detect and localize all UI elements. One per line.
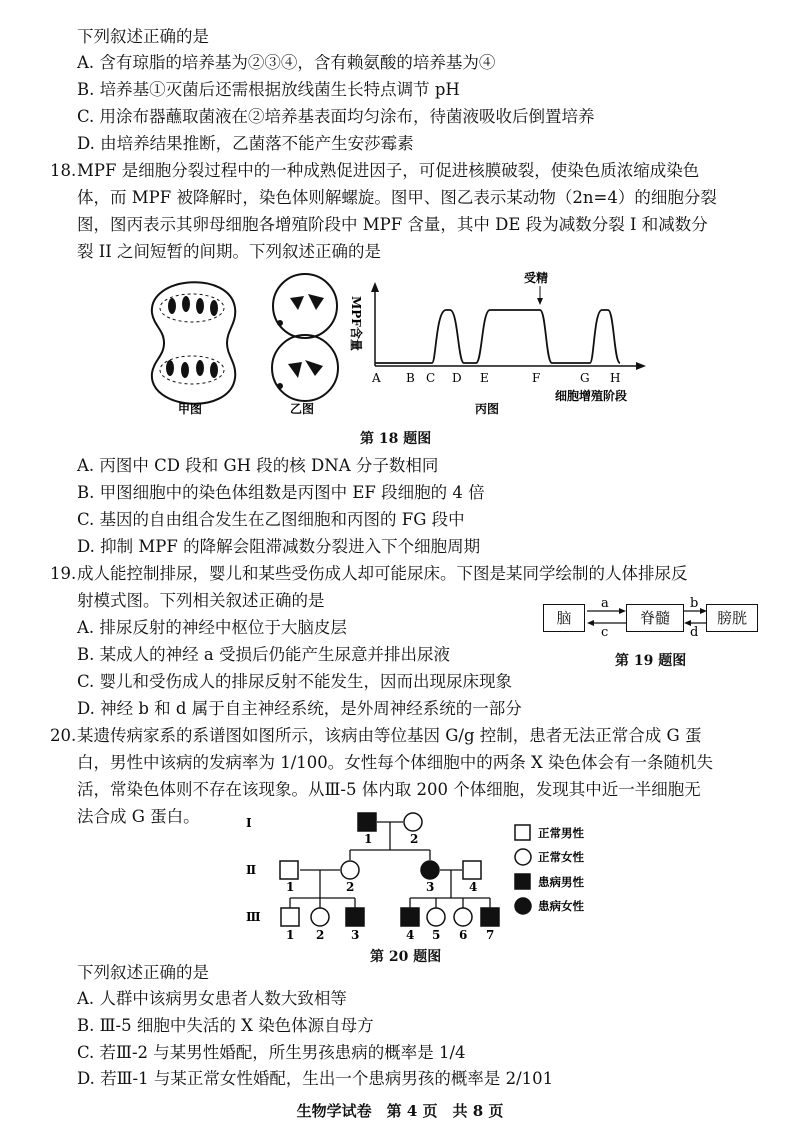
q19-option-b: B. 某成人的神经 a 受损后仍能产生尿意并排出尿液 — [77, 645, 450, 664]
mpf-x-axis-label: 细胞增殖阶段 — [555, 389, 628, 403]
cell-jia-diagram — [152, 282, 235, 404]
bladder-box: 膀胱 — [706, 604, 758, 632]
yi-label: 乙图 — [290, 402, 315, 416]
q18-option-b: B. 甲图细胞中的染色体组数是丙图中 EF 段细胞的 4 倍 — [77, 483, 485, 502]
q19-option-c: C. 婴儿和受伤成人的排尿反射不能发生，因而出现尿床现象 — [77, 672, 513, 691]
legend-normal-male: 正常男性 — [538, 826, 584, 840]
q20-option-c: C. 若Ⅲ-2 与某男性婚配，所生男孩患病的概率是 1/4 — [77, 1043, 466, 1062]
q19-line-1: 成人能控制排尿，婴儿和某些受伤成人却可能尿床。下图是某同学绘制的人体排尿反 — [77, 564, 688, 583]
q17-stem: 下列叙述正确的是 — [77, 27, 209, 46]
page-footer: 生物学试卷 第 4 页 共 8 页 — [296, 1102, 504, 1120]
q20-number: 20. — [50, 726, 77, 745]
stage-f: F — [532, 371, 541, 385]
q19-option-d: D. 神经 b 和 d 属于自主神经系统，是外周神经系统的一部分 — [77, 699, 522, 718]
q18-line-3: 图，图丙表示其卵母细胞各增殖阶段中 MPF 含量，其中 DE 段为减数分裂 I 和减数分 — [77, 215, 708, 234]
ii-2: 2 — [346, 880, 355, 894]
q20-caption: 第 20 题图 — [370, 949, 442, 965]
q20-option-a: A. 人群中该病男女患者人数大致相等 — [77, 989, 347, 1008]
q18-option-a: A. 丙图中 CD 段和 GH 段的核 DNA 分子数相同 — [77, 456, 439, 475]
q20-line-4: 法合成 G 蛋白。 — [77, 807, 200, 826]
q18-option-c: C. 基因的自由组合发生在乙图细胞和丙图的 FG 段中 — [77, 510, 465, 529]
nerve-a-label: a — [601, 596, 609, 611]
nerve-d-label: d — [690, 625, 699, 638]
pedigree-chart — [240, 810, 600, 950]
stage-a: A — [372, 371, 381, 385]
stage-c: C — [426, 371, 436, 385]
stage-b: B — [406, 371, 415, 385]
nerve-b-label: b — [690, 596, 699, 611]
i-1: 1 — [364, 832, 373, 846]
iii-7: 7 — [486, 928, 495, 942]
fertilization-label: 受精 — [524, 271, 549, 285]
q20-option-d: D. 若Ⅲ-1 与某正常女性婚配，生出一个患病男孩的概率是 2/101 — [77, 1069, 554, 1088]
q20-line-1: 某遗传病家系的系谱图如图所示，该病由等位基因 G/g 控制，患者无法正常合成 G 蛋 — [77, 726, 702, 745]
q18-number: 18. — [50, 161, 77, 180]
brain-box: 脑 — [543, 604, 585, 632]
gen-2-label: Ⅱ — [246, 863, 257, 877]
stage-d: D — [452, 371, 462, 385]
q19-number: 19. — [50, 564, 77, 583]
spinal-cord-box: 脊髓 — [626, 604, 684, 632]
q18-line-1: MPF 是细胞分裂过程中的一种成熟促进因子，可促进核膜破裂，使染色质浓缩成染色 — [77, 161, 700, 180]
q18-caption: 第 18 题图 — [360, 431, 432, 447]
ii-4: 4 — [469, 880, 478, 894]
gen-3-label: Ⅲ — [246, 910, 261, 924]
reflex-arrows — [585, 596, 710, 638]
iii-1: 1 — [286, 928, 295, 942]
q19-caption: 第 19 题图 — [615, 653, 687, 669]
q18-option-d: D. 抑制 MPF 的降解会阻滞减数分裂进入下个细胞周期 — [77, 537, 481, 556]
stage-g: G — [580, 371, 590, 385]
gen-1-label: Ⅰ — [246, 816, 252, 830]
q20-line-3: 活，常染色体则不存在该现象。从Ⅲ-5 体内取 200 个体细胞，发现其中近一半细胞无 — [77, 780, 701, 799]
iii-2: 2 — [316, 928, 325, 942]
mpf-chart — [349, 270, 646, 416]
iii-3: 3 — [351, 928, 360, 942]
q18-line-4: 裂 II 之间短暂的间期。下列叙述正确的是 — [77, 242, 382, 261]
q17-option-b: B. 培养基①灭菌后还需根据放线菌生长特点调节 pH — [77, 80, 460, 99]
legend-affected-male: 患病男性 — [538, 875, 584, 889]
cell-yi-diagram — [272, 274, 338, 401]
q17-option-d: D. 由培养结果推断，乙菌落不能产生安莎霉素 — [77, 134, 414, 153]
q17-option-a: A. 含有琼脂的培养基为②③④，含有赖氨酸的培养基为④ — [77, 53, 496, 72]
iii-4: 4 — [406, 928, 415, 942]
q20-option-b: B. Ⅲ-5 细胞中失活的 X 染色体源自母方 — [77, 1016, 374, 1035]
q17-option-c: C. 用涂布器蘸取菌液在②培养基表面均匀涂布，待菌液吸收后倒置培养 — [77, 107, 595, 126]
legend-normal-female: 正常女性 — [538, 850, 584, 864]
iii-5: 5 — [432, 928, 441, 942]
nerve-c-label: c — [601, 625, 609, 638]
mpf-y-axis-label: MPF含量 — [349, 296, 363, 351]
iii-6: 6 — [459, 928, 468, 942]
q18-line-2: 体，而 MPF 被降解时，染色体则解螺旋。图甲、图乙表示某动物（2n=4）的细胞分裂 — [77, 188, 717, 207]
jia-label: 甲图 — [178, 402, 203, 416]
q20-line-2: 白，男性中该病的发病率为 1/100。女性每个体细胞中的两条 X 染色体会有一条随机失 — [77, 753, 714, 772]
bing-label: 丙图 — [475, 402, 500, 416]
i-2: 2 — [410, 832, 419, 846]
legend-affected-female: 患病女性 — [538, 899, 584, 913]
q18-figure — [130, 268, 690, 418]
ii-1: 1 — [286, 880, 295, 894]
q19-line-2: 射模式图。下列相关叙述正确的是 — [77, 591, 325, 610]
ii-3: 3 — [426, 880, 435, 894]
stage-h: H — [610, 371, 621, 385]
q20-stem: 下列叙述正确的是 — [77, 963, 209, 982]
mpf-curve — [375, 310, 620, 363]
stage-e: E — [480, 371, 489, 385]
q19-option-a: A. 排尿反射的神经中枢位于大脑皮层 — [77, 618, 347, 637]
